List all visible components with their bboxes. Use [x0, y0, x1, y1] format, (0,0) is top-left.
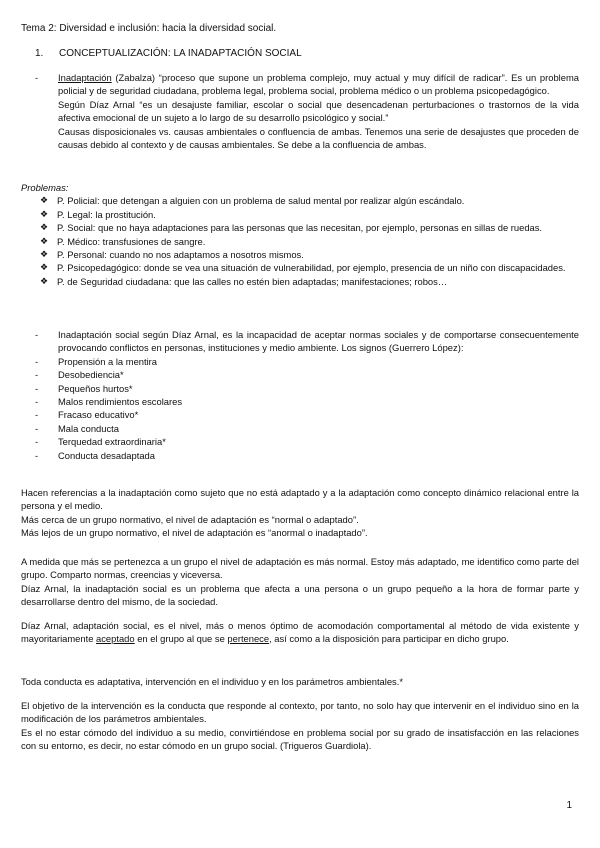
- list-item: - Conducta desadaptada: [21, 449, 579, 462]
- underlined-word: pertenece: [227, 633, 270, 645]
- section-number: 1.: [35, 48, 44, 59]
- diamond-bullet-icon: ❖: [40, 262, 49, 273]
- paragraph-group-3: [21, 619, 579, 646]
- diamond-bullet-icon: ❖: [40, 222, 49, 233]
- intro-block: [21, 71, 579, 151]
- dash-bullet: -: [35, 449, 39, 461]
- diamond-bullet-icon: ❖: [40, 235, 49, 246]
- diaz-arnal-definition: Según Díaz Arnal “es un desajuste familiar, escolar o social que desencadenan perturbaciones o trastornos de la vida afectiva emocional de un sujeto a lo largo de su desarrollo psicológico y social.”: [58, 98, 579, 124]
- topic-title: Tema 2: Diversidad e inclusión: hacia la diversidad social.: [21, 23, 277, 34]
- list-item: ❖ P. Psicopedagógico: donde se vea una situación de vulnerabilidad, por ejemplo, presencia de un niño con discapacidades.: [40, 262, 566, 274]
- paragraph: Es el no estar cómodo del individuo a su medio, convirtiéndose en problema social por su grado de insatisfacción en las relaciones con su entorno, es decir, no estar cómodo en un grupo social. (Trigueros Guardiola).: [21, 726, 579, 752]
- problems-block: [21, 181, 579, 288]
- dash-bullet: -: [35, 409, 39, 421]
- list-item: - Mala conducta: [21, 422, 579, 435]
- paragraph-group-1: [21, 486, 579, 540]
- dash-bullet: -: [35, 436, 39, 448]
- diamond-bullet-icon: ❖: [40, 275, 49, 286]
- list-item: - Desobediencia*: [21, 368, 579, 381]
- paragraph-group-5: [21, 699, 579, 753]
- dash-bullet: -: [35, 382, 39, 394]
- list-item: [21, 328, 579, 355]
- list-item: - Fracaso educativo*: [21, 408, 579, 421]
- causes-paragraph: Causas disposicionales vs. causas ambientales o confluencia de ambas. Tenemos una serie de desajustes que proceden de causas debido al contexto y de causas ambientales. Se debe a la confluencia de ambas.: [58, 125, 579, 151]
- diamond-bullet-icon: ❖: [40, 249, 49, 260]
- paragraph-group-2: [21, 555, 579, 609]
- dash-bullet: -: [35, 422, 39, 434]
- paragraph: Díaz Arnal, la inadaptación social es un problema que afecta a una persona o un grupo pequeño a la hora de formar parte y desarrollarse dentro del mismo, de la sociedad.: [21, 582, 579, 608]
- paragraph: Díaz Arnal, adaptación social, es el nivel, más o menos óptimo de acomodación comportamental al método de vida existente y mayoritariamente aceptado en el grupo al que se pertenece, así como a la disposición para participar en dicho grupo.: [21, 620, 579, 645]
- dash-bullet: -: [35, 329, 39, 340]
- paragraph: A medida que más se pertenezca a un grupo el nivel de adaptación es más normal. Estoy más adaptado, me identifico como parte del grupo. Comparto normas, creencias y viceversa.: [21, 556, 579, 581]
- list-item: ❖ P. de Seguridad ciudadana: que las calles no estén bien adaptadas; manifestaciones; robos…: [40, 275, 448, 287]
- paragraph: Toda conducta es adaptativa, intervención en el individuo y en los parámetros ambientales.*: [21, 676, 404, 687]
- dash-bullet: -: [35, 355, 39, 367]
- problems-title: Problemas:: [21, 182, 69, 193]
- list-item: ❖ P. Médico: transfusiones de sangre.: [40, 235, 206, 247]
- paragraph: Más lejos de un grupo normativo, el nivel de adaptación es “anormal o inadaptado”.: [21, 527, 368, 539]
- page-number: 1: [566, 800, 572, 811]
- section-heading: [35, 47, 302, 60]
- list-item: ❖ P. Personal: cuando no nos adaptamos a nosotros mismos.: [40, 249, 304, 261]
- list-item: - Propensión a la mentira: [21, 355, 579, 368]
- list-item: - Terquedad extraordinaria*: [21, 435, 579, 448]
- list-item: - Malos rendimientos escolares: [21, 395, 579, 408]
- signs-block: [21, 328, 579, 462]
- paragraph: Hacen referencias a la inadaptación como sujeto que no está adaptado y a la adaptación como concepto dinámico relacional entre la persona y el medio.: [21, 487, 579, 512]
- list-item: - Pequeños hurtos*: [21, 382, 579, 395]
- paragraph: Más cerca de un grupo normativo, el nivel de adaptación es “normal o adaptado”.: [21, 513, 359, 525]
- diamond-bullet-icon: ❖: [40, 195, 49, 206]
- diamond-bullet-icon: ❖: [40, 208, 49, 219]
- section-title: CONCEPTUALIZACIÓN: LA INADAPTACIÓN SOCIAL: [59, 48, 302, 59]
- term-inadaptacion: Inadaptación: [58, 72, 112, 83]
- list-item: ❖ P. Legal: la prostitución.: [40, 208, 156, 220]
- dash-bullet: -: [35, 369, 39, 381]
- paragraph-group-4: [21, 675, 579, 688]
- paragraph: El objetivo de la intervención es la conducta que responde al contexto, por tanto, no solo hay que intervenir en el individuo sino en la modificación de los parámetros ambientales.: [21, 700, 579, 725]
- intro-definition: (Zabalza) “proceso que supone un problema complejo, muy actual y muy difícil de radicar”. Es un problema policial y de seguridad ciudadana, problema legal, problema social, problema médico o un problema psicopedagógico.: [58, 72, 579, 97]
- dash-bullet: -: [35, 396, 39, 408]
- signs-intro: Inadaptación social según Díaz Arnal, es la incapacidad de aceptar normas sociales y de comportarse consecuentemente provocando conflictos en personas, instituciones y medio ambiente. Los signos (Guerrero López):: [58, 329, 579, 354]
- dash-bullet: -: [35, 72, 39, 83]
- list-item: ❖ P. Policial: que detengan a alguien con un problema de salud mental por realizar algún escándalo.: [40, 195, 465, 207]
- underlined-word: aceptado: [96, 633, 135, 645]
- list-item: ❖ P. Social: que no haya adaptaciones para las personas que las necesitan, por ejemplo, personas en sillas de ruedas.: [40, 222, 543, 234]
- list-item: [21, 71, 579, 98]
